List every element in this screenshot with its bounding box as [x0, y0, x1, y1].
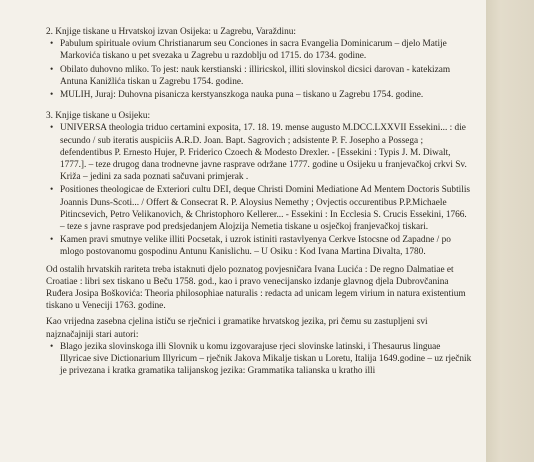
body-paragraph: Kao vrijedna zasebna cjelina ističu se rječnici i gramatike hrvatskog jezika, pri čemu su zastupljeni svi najznačajniji stari autori: — [46, 317, 428, 340]
list-item-text: Positiones theologicae de Exteriori cultu DEI, deque Christi Domini Mediatione Ad Mentem Doctoris Subtilis Joannis Duns-Scoti... / Offert & Consecrat R. P. Aloysius Nemethy ; Ovjectis occurentibus P.P.Michaele Pitincsevich, Petro Velikanovich, & Christophoro Kellerer... - Essekini : In Ecclesia S. Crucis Essekini, 1766. – teze s javne rasprave pod predsjedanjem Alojzija Nemetia tiskane u osječkoj franjevačkoj tiskari. — [60, 185, 471, 233]
page-edge — [486, 0, 534, 462]
section-4-list — [46, 341, 472, 378]
list-item-text: Blago jezika slovinskoga illi Slovnik u komu izgovarajuse rjeci slovinske latinski, i Thesaurus linguae Illyricae sive Dictionarium Illyricum – rječnik Jakova Mikalje tiskan u Loretu, Italija 1649.godine – uz rječnik je privezana i kratka gramatika talijanskog jezika: Grammatika talianska u kratho illi — [60, 341, 472, 377]
list-item — [50, 122, 472, 183]
spacer — [46, 102, 472, 110]
list-item — [50, 38, 472, 62]
list-item-text: Kamen pravi smutnye velike illiti Pocsetak, i uzrok istiniti rastavlyenya Cerkve Istocsne od Zapadne / po mlogo postovanomu gospodinu Antunu Kanislichu. – U Osiku : Kod Ivana Martina Divalta, 1780. — [60, 235, 451, 258]
section-2-list — [46, 38, 472, 101]
list-item-text: Obilato duhovno mliko. To jest: nauk kerstianski : illiricskol, illiti slovinskol dicsici darovan - katekizam Antuna Kanižlića tiskan u Zagrebu 1754. godine. — [60, 64, 451, 87]
list-item-text: Pabulum spirituale ovium Christianarum seu Conciones in sacra Evangelia Dominicarum – djelo Matije Markovića tiskano u pet svezaka u Zagrebu u razdoblju od 1715. do 1734. godine. — [60, 39, 447, 62]
list-item — [50, 64, 472, 88]
list-item — [50, 341, 472, 378]
section-3-heading: 3. Knjige tiskane u Osijeku: — [46, 111, 151, 122]
page-content — [46, 26, 472, 378]
bullet-icon: • — [50, 123, 54, 134]
list-item — [50, 234, 472, 258]
list-item — [50, 89, 472, 101]
list-item-text: UNIVERSA theologia triduo certamini exposita, 17. 18. 19. mense augusto M.DCC.LXXVII Essekini... : die secundo / sub iteratis auspiciis A.R.D. Joan. Bapt. Sagrovich ; adsistente P. F. Josepho a Possega ; defendentibus P. Ernesto Hujer, P. Friderico Czoech & Modesto Drexler. - [Essekini : Typis J. M. Diwalt, 1777.]. – teze drugog dana trodnevne javne rasprave održane 1777. godine u Osijeku u franjevačkoj crkvi Sv. Križa – jedini za sada poznati sačuvani primjerak . — [60, 123, 467, 183]
bullet-icon: • — [50, 64, 54, 75]
bullet-icon: • — [50, 90, 54, 101]
section-2-heading: 2. Knjige tiskane u Hrvatskoj izvan Osijeka: u Zagrebu, Varaždinu: — [46, 27, 297, 37]
bullet-icon: • — [50, 39, 54, 50]
bullet-icon: • — [50, 235, 54, 246]
section-3-list — [46, 122, 472, 258]
bullet-icon: • — [50, 341, 54, 352]
list-item-text: MULIH, Juraj: Duhovna pisanicza kerstyanszkoga nauka puna – tiskano u Zagrebu 1754. godine. — [60, 90, 424, 101]
bullet-icon: • — [50, 185, 54, 196]
body-paragraph: Od ostalih hrvatskih rariteta treba istaknuti djelo poznatog povjesničara Ivana Lucića : De regno Dalmatiae et Croatiae : libri sex tiskano u Beču 1758. god., kao i pravo venecijansko izdanje glavnog djela Dubrovčanina Ruđera Josipa Boškovića: Theoria philosophiae naturalis : redacta ad unicam legem virium in natura existentium tiskano u Veneciji 1763. godine. — [46, 264, 466, 312]
list-item — [50, 184, 472, 233]
